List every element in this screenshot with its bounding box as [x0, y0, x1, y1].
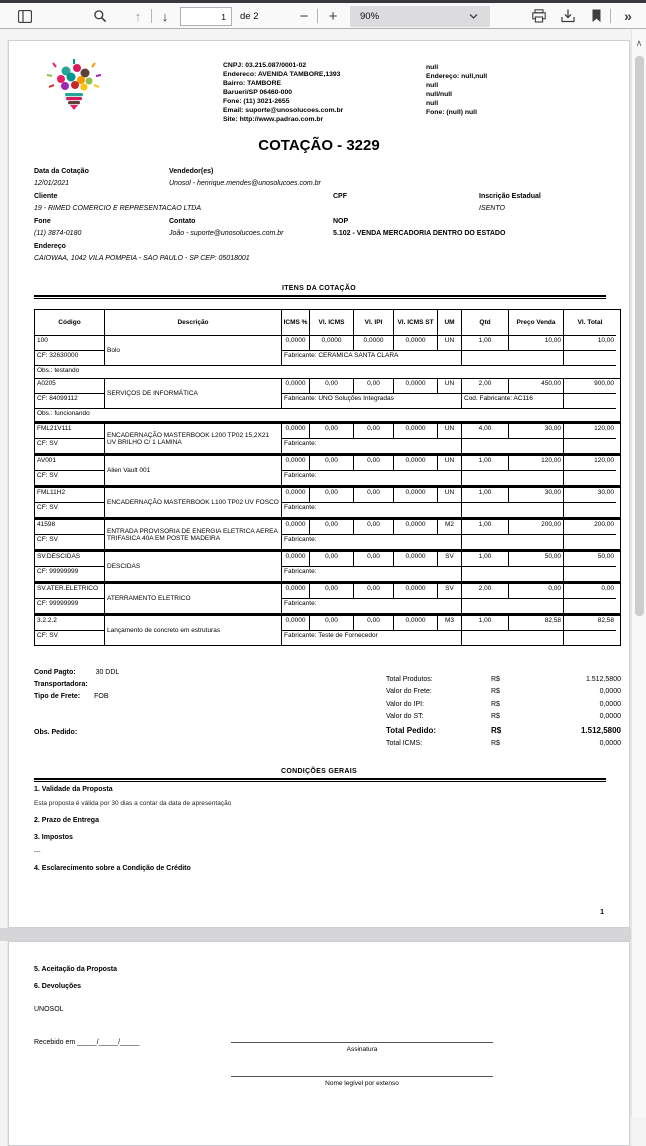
item-cod-fabricante: Cod. Fabricante: AC116: [462, 394, 564, 408]
bookmark-icon: [591, 9, 602, 23]
item-vl-icms-st: 0,0000: [394, 424, 438, 439]
previous-page-button[interactable]: [128, 3, 148, 29]
item-fabricante: Fabricante: Teste de Fornecedor: [282, 631, 462, 645]
item-total-spacer: [564, 394, 616, 408]
item-cf: CF: SV: [35, 439, 105, 453]
item-cod-fabricante: [462, 351, 564, 365]
double-chevron-icon: »: [624, 8, 632, 24]
conditions-list: [34, 786, 606, 872]
company-info-line: Bairro: TAMBORE: [223, 80, 282, 87]
item-icms-pct: 0,0000: [282, 424, 310, 439]
tools-menu-button[interactable]: [616, 3, 640, 29]
condition-heading: 5. Aceitação da Proposta: [34, 966, 117, 973]
company-info-line: CNPJ: 03.215.087/0001-02: [223, 62, 307, 69]
company-info-line: Endereco: AVENIDA TAMBORE,1393: [223, 71, 341, 78]
customer-info-line: Fone: (null) null: [426, 109, 477, 116]
item-descricao: DESCIDAS: [105, 552, 282, 581]
item-total-spacer: [564, 351, 616, 365]
item-cf: CF: 84099112: [35, 394, 105, 408]
minus-icon: −: [299, 7, 309, 25]
item-cod-fabricante: [462, 439, 564, 453]
tipo-frete-line: [34, 693, 109, 700]
total-value: 0,0000: [599, 739, 621, 747]
item-vl-ipi: 0,00: [354, 488, 394, 503]
item-um: SV: [438, 552, 462, 567]
received-date-line: Recebido em _____/_____/_____: [34, 1039, 140, 1046]
total-row: [386, 698, 621, 711]
item-fabricante: Fabricante: UNO Soluções Integradas: [282, 394, 462, 408]
total-row: [386, 686, 621, 699]
column-header: ICMS %: [282, 310, 310, 336]
company-info-line: Email: suporte@unosolucoes.com.br: [223, 107, 344, 114]
signature-line: Assinatura: [231, 1042, 493, 1053]
company-info-line: Fone: (11) 3021-2655: [223, 98, 290, 105]
totals-block: [386, 673, 621, 750]
item-codigo: 41598: [35, 520, 105, 535]
section-rule: [34, 295, 606, 299]
table-row-group: [35, 378, 620, 421]
item-cf: CF: 32630000: [35, 351, 105, 365]
item-vl-total: 50,00: [564, 552, 616, 567]
item-obs: Obs.: funcionando: [35, 408, 616, 421]
scrollbar-thumb[interactable]: [635, 56, 644, 616]
item-qtd: 2,00: [462, 584, 509, 599]
total-label: Valor do Frete:: [386, 688, 432, 696]
customer-null-block: [426, 63, 487, 117]
field-label: Data da Cotação: [34, 168, 89, 175]
field-label: CPF: [333, 193, 347, 200]
item-descricao: ENCADERNAÇÃO MASTERBOOK L100 TP02 UV FOSCO: [105, 488, 282, 517]
column-header: Qtd: [462, 310, 509, 336]
item-um: M2: [438, 520, 462, 535]
transportadora-label: Transportadora:: [34, 681, 88, 688]
item-vl-icms: 0,00: [310, 456, 354, 471]
total-row: [386, 711, 621, 724]
page-number-input[interactable]: [180, 7, 232, 26]
item-vl-total: 10,00: [564, 336, 616, 351]
item-fabricante: Fabricante:: [282, 503, 462, 517]
item-icms-pct: 0,0000: [282, 488, 310, 503]
condition-heading: 1. Validade da Proposta: [34, 786, 113, 793]
table-row-group: [35, 485, 620, 517]
total-currency: R$: [491, 700, 500, 708]
toggle-sidebar-button[interactable]: [12, 3, 38, 29]
item-vl-total: 30,00: [564, 488, 616, 503]
items-table: [34, 309, 621, 646]
item-vl-icms: 0,00: [310, 584, 354, 599]
table-row-group: [35, 336, 620, 378]
item-um: M3: [438, 616, 462, 631]
item-preco-venda: 120,00: [509, 456, 564, 471]
field-label: Vendedor(es): [169, 168, 214, 175]
item-qtd: 1,00: [462, 488, 509, 503]
item-descricao: ATERRAMENTO ELETRICO: [105, 584, 282, 613]
item-fabricante: Fabricante:: [282, 535, 462, 549]
download-icon: [561, 9, 575, 23]
total-currency: R$: [491, 725, 502, 735]
column-header: Vl. Total: [564, 310, 616, 336]
item-total-spacer: [564, 471, 616, 485]
column-header: UM: [438, 310, 462, 336]
total-label: Valor do ST:: [386, 713, 424, 721]
item-cod-fabricante: [462, 535, 564, 549]
item-codigo: SV.DESCIDAS: [35, 552, 105, 567]
total-value: 0,0000: [599, 700, 621, 708]
column-header: Preço Venda: [509, 310, 564, 336]
item-preco-venda: 50,00: [509, 552, 564, 567]
item-qtd: 1,00: [462, 336, 509, 351]
item-vl-ipi: 0,00: [354, 584, 394, 599]
item-total-spacer: [564, 599, 616, 613]
item-icms-pct: 0,0000: [282, 552, 310, 567]
item-vl-total: 120,00: [564, 456, 616, 471]
obs-pedido-label: Obs. Pedido:: [34, 729, 78, 736]
customer-info-line: null: [426, 100, 439, 107]
field-label: Cliente: [34, 193, 58, 200]
field-label: NOP: [333, 218, 349, 225]
pdf-viewer-area: [0, 30, 631, 1117]
item-vl-icms-st: 0,0000: [394, 584, 438, 599]
items-table-body: [35, 336, 620, 645]
item-preco-venda: 0,00: [509, 584, 564, 599]
field-label: Fone: [34, 218, 51, 225]
total-currency: R$: [491, 675, 500, 683]
item-preco-venda: 30,00: [509, 424, 564, 439]
item-cf: CF: SV: [35, 503, 105, 517]
item-codigo: SV.ATER.ELETRICO: [35, 584, 105, 599]
item-obs: Obs.: testando: [35, 365, 616, 378]
item-vl-total: 82,58: [564, 616, 616, 631]
item-qtd: 1,00: [462, 552, 509, 567]
item-cf: CF: SV: [35, 535, 105, 549]
item-total-spacer: [564, 535, 616, 549]
table-row-group: [35, 549, 620, 581]
item-fabricante: Fabricante:: [282, 567, 462, 581]
item-fabricante: Fabricante:: [282, 471, 462, 485]
cond-pagto-value: 30 DDL: [95, 669, 120, 676]
total-value: 1.512,5800: [585, 675, 621, 683]
table-row-group: [35, 613, 620, 645]
item-qtd: 2,00: [462, 379, 509, 394]
item-vl-icms: 0,00: [310, 424, 354, 439]
item-vl-ipi: 0,00: [354, 616, 394, 631]
pdf-toolbar: [0, 3, 646, 29]
item-total-spacer: [564, 439, 616, 453]
toolbar-separator: [610, 9, 611, 23]
tipo-frete-value: FOB: [94, 693, 109, 700]
sidebar-icon: [18, 10, 32, 23]
item-cf: CF: SV: [35, 471, 105, 485]
item-cod-fabricante: [462, 503, 564, 517]
column-header: Descrição: [105, 310, 282, 336]
item-vl-total: 200,00: [564, 520, 616, 535]
zoom-in-button[interactable]: [323, 3, 343, 29]
item-icms-pct: 0,0000: [282, 379, 310, 394]
table-row-group: [35, 581, 620, 613]
field-label: Inscrição Estadual: [479, 193, 541, 200]
field-value: 19 - RIMED COMERCIO E REPRESENTACAO LTDA: [34, 205, 201, 212]
item-qtd: 1,00: [462, 456, 509, 471]
item-vl-total: 900,00: [564, 379, 616, 394]
item-cod-fabricante: [462, 471, 564, 485]
item-codigo: A0205: [35, 379, 105, 394]
current-view-button[interactable]: [586, 3, 606, 29]
total-row: [386, 737, 621, 750]
items-section-title: ITENS DA COTAÇÃO: [281, 285, 357, 292]
total-label: Valor do IPI:: [386, 700, 425, 708]
item-vl-icms-st: 0,0000: [394, 520, 438, 535]
condition-body: ---: [34, 848, 41, 855]
item-preco-venda: 200,00: [509, 520, 564, 535]
document-title: COTAÇÃO - 3229: [258, 137, 380, 154]
tipo-frete-label: Tipo de Frete:: [34, 693, 81, 700]
total-currency: R$: [491, 713, 500, 721]
item-preco-venda: 10,00: [509, 336, 564, 351]
item-vl-icms: 0,00: [310, 379, 354, 394]
item-total-spacer: [564, 567, 616, 581]
print-button[interactable]: [528, 3, 550, 29]
item-vl-icms-st: 0,0000: [394, 336, 438, 351]
item-vl-icms: 0,00: [310, 552, 354, 567]
obs-pedido-line: [34, 729, 77, 736]
item-vl-ipi: 0,00: [354, 379, 394, 394]
zoom-select[interactable]: [350, 6, 490, 27]
total-row: [386, 673, 621, 686]
item-fabricante: Fabricante:: [282, 439, 462, 453]
section-rule: [34, 778, 606, 782]
item-um: UN: [438, 379, 462, 394]
total-label: Total ICMS:: [386, 739, 423, 747]
item-cod-fabricante: [462, 631, 564, 645]
page-gap: [0, 928, 631, 941]
cond-pagto-line: [34, 669, 119, 676]
field-value: Unosol - henrique.mendes@unosolucoes.com.br: [169, 180, 321, 187]
item-vl-icms-st: 0,0000: [394, 488, 438, 503]
column-header: Vl. IPI: [354, 310, 394, 336]
total-label: Total Produtos:: [386, 675, 433, 683]
item-descricao: Bolo: [105, 336, 282, 365]
item-vl-ipi: 0,00: [354, 520, 394, 535]
table-row-group: [35, 421, 620, 453]
customer-info-line: null: [426, 82, 439, 89]
total-value: 0,0000: [599, 713, 621, 721]
pdf-page-2: [8, 941, 630, 1146]
item-descricao: SERVIÇOS DE INFORMÁTICA: [105, 379, 282, 408]
page-number-footer: 1: [600, 909, 604, 916]
company-info-line: Site: http://www.padrao.com.br: [223, 116, 324, 123]
item-descricao: Alien Vault 001: [105, 456, 282, 485]
item-codigo: FML21V111: [35, 424, 105, 439]
item-total-spacer: [564, 503, 616, 517]
item-icms-pct: 0,0000: [282, 520, 310, 535]
item-vl-icms: 0,0000: [310, 336, 354, 351]
item-um: SV: [438, 584, 462, 599]
column-header: Vl. ICMS ST: [394, 310, 438, 336]
item-qtd: 4,00: [462, 424, 509, 439]
condition-heading: 4. Esclarecimento sobre a Condição de Crédito: [34, 865, 191, 872]
item-um: UN: [438, 456, 462, 471]
arrow-down-icon: ↓: [161, 8, 169, 24]
item-vl-total: 0,00: [564, 584, 616, 599]
field-value: CAIOWAA, 1042 VILA POMPEIA - SAO PAULO - SP CEP: 05018001: [34, 255, 250, 262]
customer-info-line: Endereço: null,null: [426, 73, 488, 80]
conditions-section-title: CONDIÇÕES GERAIS: [281, 768, 357, 775]
item-cf: CF: 99999999: [35, 599, 105, 613]
item-cf: CF: SV: [35, 631, 105, 645]
item-vl-icms-st: 0,0000: [394, 456, 438, 471]
search-icon: [93, 9, 107, 23]
company-info-line: Barueri/SP 06460-000: [223, 89, 293, 96]
chevron-down-icon: [469, 12, 478, 21]
zoom-level-value: 90%: [360, 11, 380, 22]
item-preco-venda: 82,58: [509, 616, 564, 631]
field-value: (11) 3874-0180: [34, 230, 82, 237]
toolbar-separator: [151, 9, 152, 23]
item-um: UN: [438, 488, 462, 503]
item-qtd: 1,00: [462, 616, 509, 631]
item-vl-icms-st: 0,0000: [394, 379, 438, 394]
item-codigo: FML11H2: [35, 488, 105, 503]
next-page-button[interactable]: [155, 3, 175, 29]
item-vl-icms: 0,00: [310, 616, 354, 631]
plus-icon: +: [328, 7, 338, 25]
customer-info-line: null: [426, 64, 439, 71]
printer-icon: [532, 9, 546, 23]
total-currency: R$: [491, 739, 500, 747]
item-um: UN: [438, 424, 462, 439]
item-cod-fabricante: [462, 567, 564, 581]
item-descricao: ENCADERNAÇÃO MASTERBOOK L200 TP02 15,2X21 UV BRILHO C/ 1 LAMINA: [105, 424, 282, 453]
item-vl-ipi: 0,00: [354, 456, 394, 471]
items-table-header: [35, 310, 620, 336]
item-qtd: 1,00: [462, 520, 509, 535]
field-value: 5.102 - VENDA MERCADORIA DENTRO DO ESTADO: [333, 230, 506, 237]
item-cod-fabricante: [462, 599, 564, 613]
column-header: Código: [35, 310, 105, 336]
item-icms-pct: 0,0000: [282, 584, 310, 599]
item-vl-icms: 0,00: [310, 488, 354, 503]
item-icms-pct: 0,0000: [282, 616, 310, 631]
pdf-page-1: [8, 40, 630, 928]
total-value: 1.512,5800: [580, 725, 621, 735]
column-header: Vl. ICMS: [310, 310, 354, 336]
field-value: João - suporte@unosolucoes.com.br: [169, 230, 284, 237]
company-logo: [39, 57, 109, 111]
item-vl-ipi: 0,0000: [354, 336, 394, 351]
find-button[interactable]: [88, 3, 112, 29]
item-codigo: 3.2.2.2: [35, 616, 105, 631]
item-icms-pct: 0,0000: [282, 336, 310, 351]
toolbar-separator: [317, 9, 318, 23]
condition-heading: 2. Prazo de Entrega: [34, 817, 99, 824]
item-um: UN: [438, 336, 462, 351]
item-vl-icms-st: 0,0000: [394, 552, 438, 567]
item-preco-venda: 450,00: [509, 379, 564, 394]
item-descricao: Lançamento de concreto em estruturas: [105, 616, 282, 645]
item-total-spacer: [564, 631, 616, 645]
condition-heading: 3. Impostos: [34, 834, 73, 841]
item-fabricante: Fabricante: CERAMICA SANTA CLARA: [282, 351, 462, 365]
field-value: ISENTO: [479, 205, 505, 212]
vertical-scrollbar[interactable]: [631, 30, 646, 1117]
total-label: Total Pedido:: [386, 725, 437, 735]
item-vl-ipi: 0,00: [354, 552, 394, 567]
save-button[interactable]: [557, 3, 579, 29]
page-count-label: de 2: [240, 10, 259, 22]
item-preco-venda: 30,00: [509, 488, 564, 503]
zoom-out-button[interactable]: [294, 3, 314, 29]
customer-info-line: null/null: [426, 91, 453, 98]
full-name-line: Nome legível por extenso: [231, 1076, 493, 1087]
item-fabricante: Fabricante:: [282, 599, 462, 613]
item-vl-total: 120,00: [564, 424, 616, 439]
company-info-block: [223, 61, 343, 124]
cond-pagto-label: Cond Pagto:: [34, 669, 76, 676]
field-label: Endereço: [34, 243, 66, 250]
total-row: [386, 723, 621, 737]
table-row-group: [35, 517, 620, 549]
total-currency: R$: [491, 688, 500, 696]
item-descricao: ENTRADA PROVISORIA DE ENERGIA ELETRICA AEREA TRIFASICA 40A EM POSTE MADEIRA: [105, 520, 282, 549]
item-vl-icms-st: 0,0000: [394, 616, 438, 631]
item-vl-ipi: 0,00: [354, 424, 394, 439]
item-cf: CF: 99999999: [35, 567, 105, 581]
field-label: Contato: [169, 218, 196, 225]
scrollbar-up-arrow[interactable]: ∧: [635, 38, 643, 48]
arrow-up-icon: ↑: [134, 8, 142, 24]
total-value: 0,0000: [599, 688, 621, 696]
field-value: 12/01/2021: [34, 180, 70, 187]
table-row-group: [35, 453, 620, 485]
item-codigo: 100: [35, 336, 105, 351]
transportadora-line: [34, 681, 88, 688]
item-vl-icms: 0,00: [310, 520, 354, 535]
item-icms-pct: 0,0000: [282, 456, 310, 471]
item-codigo: AV001: [35, 456, 105, 471]
condition-heading: 6. Devoluções: [34, 983, 82, 990]
company-name: UNOSOL: [34, 1006, 64, 1013]
condition-body: Esta proposta é válida por 30 dias a contar da data de apresentação: [34, 800, 232, 807]
